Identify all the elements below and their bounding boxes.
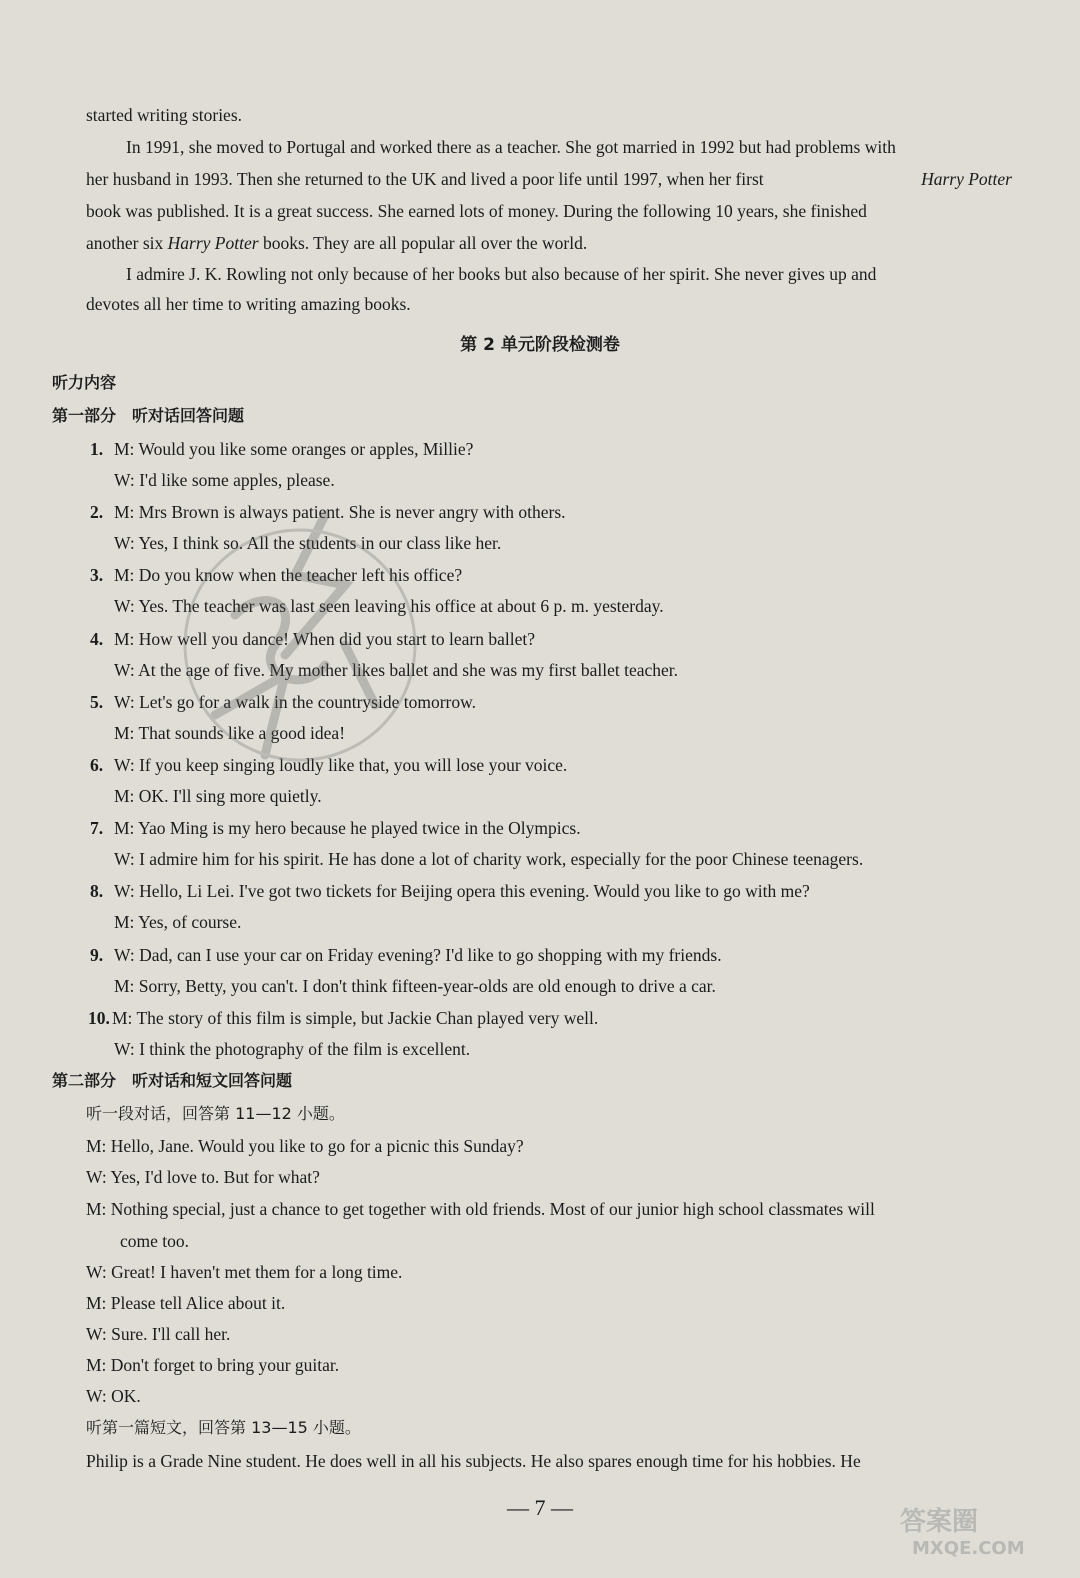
svg-text:MXQE.COM: MXQE.COM — [912, 1538, 1025, 1559]
dialogue-item — [90, 944, 722, 966]
bio-paragraph-line: devotes all her time to writing amazing books. — [86, 294, 411, 314]
question-number: 3. — [90, 565, 104, 586]
dialogue-line: M: Yao Ming is my hero because he played twice in the Olympics. — [114, 818, 581, 839]
bio-paragraph-line: In 1991, she moved to Portugal and worked there as a teacher. She got married in 1992 but had problems with — [126, 137, 896, 157]
dialogue-line: M: Please tell Alice about it. — [86, 1293, 286, 1313]
dialogue-line: come too. — [120, 1231, 190, 1251]
dialogue-line: W: Yes, I'd love to. But for what? — [86, 1167, 320, 1187]
question-number: 4. — [90, 628, 104, 649]
dialogue-line: W: Hello, Li Lei. I've got two tickets for Beijing opera this evening. Would you like to go with me? — [114, 881, 810, 902]
dialogue-line: W: Great! I haven't met them for a long time. — [86, 1262, 403, 1282]
bio-paragraph-line: her husband in 1993. Then she returned to the UK and lived a poor life until 1997, when her first Harry Potter — [86, 169, 1012, 189]
dialogue-item — [88, 1007, 598, 1029]
question-number: 6. — [90, 755, 104, 775]
question-number: 7. — [90, 818, 104, 839]
part1-heading: 第一部分 听对话回答问题 — [52, 406, 245, 425]
question-number: 5. — [90, 691, 104, 712]
question-number: 1. — [90, 439, 104, 459]
dialogue-line: W: Let's go for a walk in the countryside tomorrow. — [114, 691, 476, 712]
dialogue-line: M: How well you dance! When did you start to learn ballet? — [114, 628, 536, 649]
dialogue-item — [90, 880, 810, 902]
listening-heading: 听力内容 — [52, 373, 117, 392]
stamp-graphic — [175, 495, 425, 795]
dialogue-line: W: Dad, can I use your car on Friday evening? I'd like to go shopping with my friends. — [114, 944, 722, 965]
dialogue-line: M: Sorry, Betty, you can't. I don't think fifteen-year-olds are old enough to drive a car. — [114, 975, 716, 996]
bio-paragraph-line: book was published. It is a great success. She earned lots of money. During the following 10 years, she finished — [86, 201, 867, 221]
dialogue-item — [90, 817, 581, 839]
dialogue-line: M: Mrs Brown is always patient. She is never angry with others. — [114, 502, 566, 523]
dialogue-line: W: At the age of five. My mother likes ballet and she was my first ballet teacher. — [114, 659, 679, 680]
dialogue-line: M: Do you know when the teacher left his office? — [114, 565, 463, 586]
part2-heading: 第二部分 听对话和短文回答问题 — [52, 1071, 293, 1090]
bio-paragraph-line: another six Harry Potter books. They are all popular all over the world. — [86, 233, 588, 253]
dialogue-line: M: Nothing special, just a chance to get together with old friends. Most of our junior high school classmates will — [86, 1199, 875, 1219]
dialogue-line: M: OK. I'll sing more quietly. — [114, 786, 322, 806]
dialogue-line: W: I'd like some apples, please. — [114, 470, 335, 490]
dialogue-intro: 听一段对话，回答第 11—12 小题。 — [86, 1104, 345, 1123]
dialogue-line: M: Don't forget to bring your guitar. — [86, 1355, 340, 1375]
watermark — [892, 1500, 1062, 1560]
bio-paragraph-line: I admire J. K. Rowling not only because of her books but also because of her spirit. She never gives up and — [126, 264, 877, 284]
dialogue-line: W: Yes. The teacher was last seen leaving his office at about 6 p. m. yesterday. — [114, 596, 664, 617]
dialogue-line: W: I think the photography of the film is excellent. — [114, 1038, 471, 1059]
dialogue-line: M: Hello, Jane. Would you like to go for a picnic this Sunday? — [86, 1136, 524, 1156]
watermark-logo-icon — [892, 1500, 1062, 1560]
svg-text:答案圈: 答案圈 — [900, 1507, 979, 1537]
unit-title: 第 2 单元阶段检测卷 — [460, 335, 620, 355]
intro-paragraph-end: started writing stories. — [86, 105, 243, 125]
dialogue-line: M: Yes, of course. — [114, 912, 242, 933]
dialogue-line: M: Would you like some oranges or apples, Millie? — [114, 439, 474, 459]
question-number: 2. — [90, 502, 104, 523]
question-number: 8. — [90, 881, 104, 902]
dialogue-line: W: OK. — [86, 1386, 141, 1406]
question-number: 10. — [88, 1007, 110, 1028]
dialogue-item — [90, 438, 473, 460]
page-number: — 7 — — [507, 1495, 573, 1520]
dialogue-line: W: If you keep singing loudly like that, you will lose your voice. — [114, 755, 568, 775]
dialogue-line: W: Yes, I think so. All the students in our class like her. — [114, 533, 502, 554]
passage-intro: 听第一篇短文，回答第 13—15 小题。 — [86, 1418, 361, 1437]
dialogue-line: M: That sounds like a good idea! — [114, 722, 346, 743]
question-number: 9. — [90, 944, 104, 965]
dialogue-line: W: Sure. I'll call her. — [86, 1324, 231, 1344]
dialogue-line: W: I admire him for his spirit. He has done a lot of charity work, especially for the poor Chinese teenagers. — [114, 849, 864, 870]
passage-line: Philip is a Grade Nine student. He does well in all his subjects. He also spares enough time for his hobbies. He — [86, 1451, 861, 1471]
dialogue-line: M: The story of this film is simple, but Jackie Chan played very well. — [112, 1007, 599, 1028]
